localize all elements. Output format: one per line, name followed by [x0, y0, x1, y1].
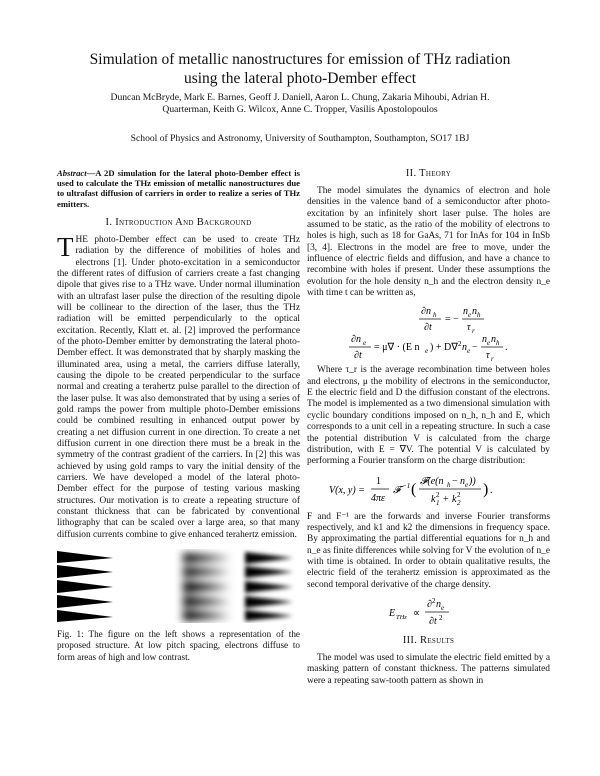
- drop-cap: T: [57, 231, 74, 262]
- svg-text:h: h: [432, 311, 436, 320]
- diffusion-blur-low: [245, 552, 293, 621]
- introduction-paragraph: [57, 231, 300, 541]
- theory-paragraph-3: F and F⁻¹ are the forwards and inverse Fourier transforms respectively, and k1 and k2 the dimensions in frequency space. By approximating the partial differential equations for n_h and n_e as finite differences while solving for V the evolution of n_e with time is obtained. In order to obtain qualitative results, the electric field of the terahertz emission is approximated as the second temporal derivative of the charge density.: [307, 511, 550, 590]
- authors-line-2: Quarterman, Keith G. Wilcox, Anne C. Tropper, Vasilis Apostolopoulos: [162, 104, 438, 115]
- svg-text:2: 2: [456, 490, 460, 499]
- abstract-text: —A 2D simulation for the lateral photo-Dember effect is used to calculate the THz emission of metallic nanostructures due to ultrafast diffusion of carriers in order to realize a series of THz emitters.: [57, 168, 300, 209]
- diffusion-blur-high: [183, 553, 231, 621]
- svg-text:+: +: [442, 493, 449, 505]
- figure-1-image: [57, 549, 300, 623]
- svg-text:2: 2: [435, 490, 439, 499]
- svg-text:n: n: [490, 334, 496, 346]
- section-heading-results: III. Results: [402, 634, 455, 646]
- svg-text:𝓕(e(n: 𝓕(e(n: [419, 475, 443, 487]
- svg-text:2: 2: [438, 613, 442, 622]
- svg-text:.: .: [504, 342, 507, 354]
- figure-1: [57, 549, 300, 623]
- abstract: [57, 168, 300, 209]
- figure-caption: Fig. 1: The figure on the left shows a representation of the proposed structure. At low pitch spacing, electrons diffuse to form areas of high and low contrast.: [57, 629, 300, 662]
- svg-text:= μ∇ · (E n: = μ∇ · (E n: [373, 342, 419, 354]
- svg-text:τ: τ: [466, 322, 471, 334]
- sawtooth-mask-diagram: [57, 551, 113, 622]
- svg-text:1: 1: [435, 498, 439, 507]
- introduction-text: HE photo-Dember effect can be used to create THz radiation by the difference of mobilities of holes and electrons [1]. Under photo-excitation in a semiconductor the different rates of diffusion of carriers create a fast changing dipole that gives rise to a THz wave. Under normal illumination with an ultrafast laser pulse the direction of the resulting dipole will be collinear to the direction of the laser, thus the THz radiation will be emitted perpendicularly to the optical excitation. Recently, Klatt et. al. [2] improved the performance of the photo-Dember emitter by demonstrating the lateral photo-Dember effect. It was demonstrated that by sharply masking the illuminated area, using a metal, the carriers diffuse laterally, causing the dipole to be created perpendicular to the surface normal and creating a terahertz pulse parallel to the direction of the laser pulse. It was also demonstrated that by using a series of gold ramps the power from multiple photo-Dember emissions could be combined resulting in enhanced output power by creating a net diffusion current in one direction. To create a net diffusion current in one direction there must be a break in the symmetry of the contrast gradient of the carriers. In [2] this was achieved by using gold ramps to vary the initial density of the carriers. We have developed a model of the lateral photo-Dember effect for the purpose of testing various masking structures. Our motivation is to create a repeating structure of constant thickness that can be fabricated by conventional lithography that can be scaled over a large area, so that many diffusion currents combine to give enhanced terahertz emission.: [57, 234, 300, 540]
- svg-text:e: e: [467, 311, 471, 320]
- svg-text:THz: THz: [395, 613, 407, 621]
- svg-text:∂t: ∂t: [428, 615, 437, 627]
- svg-text:∂t: ∂t: [353, 350, 362, 362]
- authors-line-1: Duncan McBryde, Mark E. Barnes, Geoff J. Daniell, Aaron L. Chung, Zakaria Mihoubi, Adrian H.: [110, 92, 490, 103]
- svg-text:= −: = −: [444, 314, 459, 326]
- svg-text:r: r: [471, 327, 475, 336]
- svg-text:n: n: [435, 598, 441, 610]
- svg-text:.: .: [489, 484, 492, 496]
- svg-text:h: h: [446, 480, 450, 489]
- svg-text:1: 1: [375, 475, 381, 487]
- svg-text:e: e: [486, 339, 490, 348]
- svg-text:−: −: [451, 475, 458, 487]
- svg-text:V(x, y) =: V(x, y) =: [328, 484, 365, 496]
- svg-text:n: n: [461, 342, 467, 354]
- title-line-2: using the lateral photo-Dember effect: [183, 70, 417, 87]
- theory-paragraph-1: The model simulates the dynamics of electron and hole densities in the valence band of a semiconductor after photo-excitation by an infinitely short laser pulse. The holes are assumed to be static, as the ratio of the mobility of electrons to holes is high, such as 18 for GaAs, 71 for InAs for 104 in InSb [3, 4]. Electrons in the model are free to move, under the influence of electric fields and diffusion, and have a chance to recombine with holes if present. Under these assumptions the evolution for the hole density n_h and the electron density n_e with time t can be written as,: [307, 186, 550, 299]
- svg-text:h: h: [476, 311, 480, 320]
- svg-text:𝓕: 𝓕: [392, 484, 400, 496]
- svg-text:): ): [482, 480, 488, 498]
- svg-text:) + D∇: ) + D∇: [429, 342, 458, 354]
- left-column: [57, 168, 300, 663]
- svg-text:2: 2: [456, 498, 460, 507]
- svg-text:∝: ∝: [412, 607, 420, 619]
- author-list: [70, 92, 530, 116]
- results-paragraph: The model was used to simulate the electric field emitted by a masking pattern of constant thickness. The patterns simulated were a repeating saw-tooth pattern as shown in: [307, 652, 550, 686]
- svg-text:r: r: [490, 355, 494, 362]
- abstract-label: Abstract: [57, 168, 87, 178]
- affiliation: School of Physics and Astronomy, University of Southampton, Southampton, SO17 1BJ: [130, 133, 470, 144]
- svg-text:e: e: [440, 603, 444, 612]
- equation-thz-field: [369, 595, 489, 629]
- svg-text:k: k: [451, 493, 456, 505]
- svg-text:e: e: [424, 347, 428, 356]
- svg-text:∂t: ∂t: [423, 322, 432, 334]
- equation-potential: [319, 472, 539, 508]
- theory-paragraph-2: Where τ_r is the average recombination time between holes and electrons, μ the mobility of electrons in the semiconductor, E the electric field and D the diffusion constant of the electrons. The model is implemented as a two dimensional simulation with cyclic boundary conditions imposed on n_h, n_h and E, which corresponds to a unit cell in a repeating structure. In such a case the potential distribution V is calculated from the charge distribution, with E = ∇V. The potential V is calculated by performing a Fourier transform on the charge distribution:: [307, 365, 550, 467]
- svg-text:n: n: [459, 475, 465, 487]
- svg-text:)): )): [468, 475, 476, 487]
- right-column: [307, 168, 550, 687]
- svg-text:e: e: [362, 339, 366, 348]
- svg-text:−: −: [471, 342, 478, 354]
- title-line-1: Simulation of metallic nanostructures for emission of THz radiation: [89, 51, 511, 68]
- svg-text:n: n: [462, 306, 468, 318]
- svg-text:e: e: [464, 480, 468, 489]
- svg-text:E: E: [388, 607, 395, 619]
- svg-text:4πε: 4πε: [370, 492, 385, 504]
- svg-text:n: n: [471, 306, 477, 318]
- svg-text:−1: −1: [401, 481, 410, 490]
- svg-text:n: n: [481, 334, 487, 346]
- svg-text:∂n: ∂n: [350, 334, 361, 346]
- svg-text:∂n: ∂n: [420, 306, 431, 318]
- svg-text:2: 2: [457, 340, 461, 349]
- svg-text:h: h: [495, 339, 499, 348]
- section-heading-theory: II. Theory: [405, 168, 452, 179]
- section-heading-introduction: I. Introduction And Background: [105, 216, 252, 228]
- svg-text:k: k: [430, 493, 435, 505]
- paper-title: [40, 50, 560, 88]
- svg-text:τ: τ: [485, 350, 490, 362]
- svg-text:2: 2: [431, 596, 435, 605]
- svg-text:(: (: [410, 480, 416, 498]
- svg-text:e: e: [466, 347, 470, 356]
- svg-text:∂: ∂: [426, 598, 432, 610]
- equation-carrier-dynamics: [329, 303, 529, 361]
